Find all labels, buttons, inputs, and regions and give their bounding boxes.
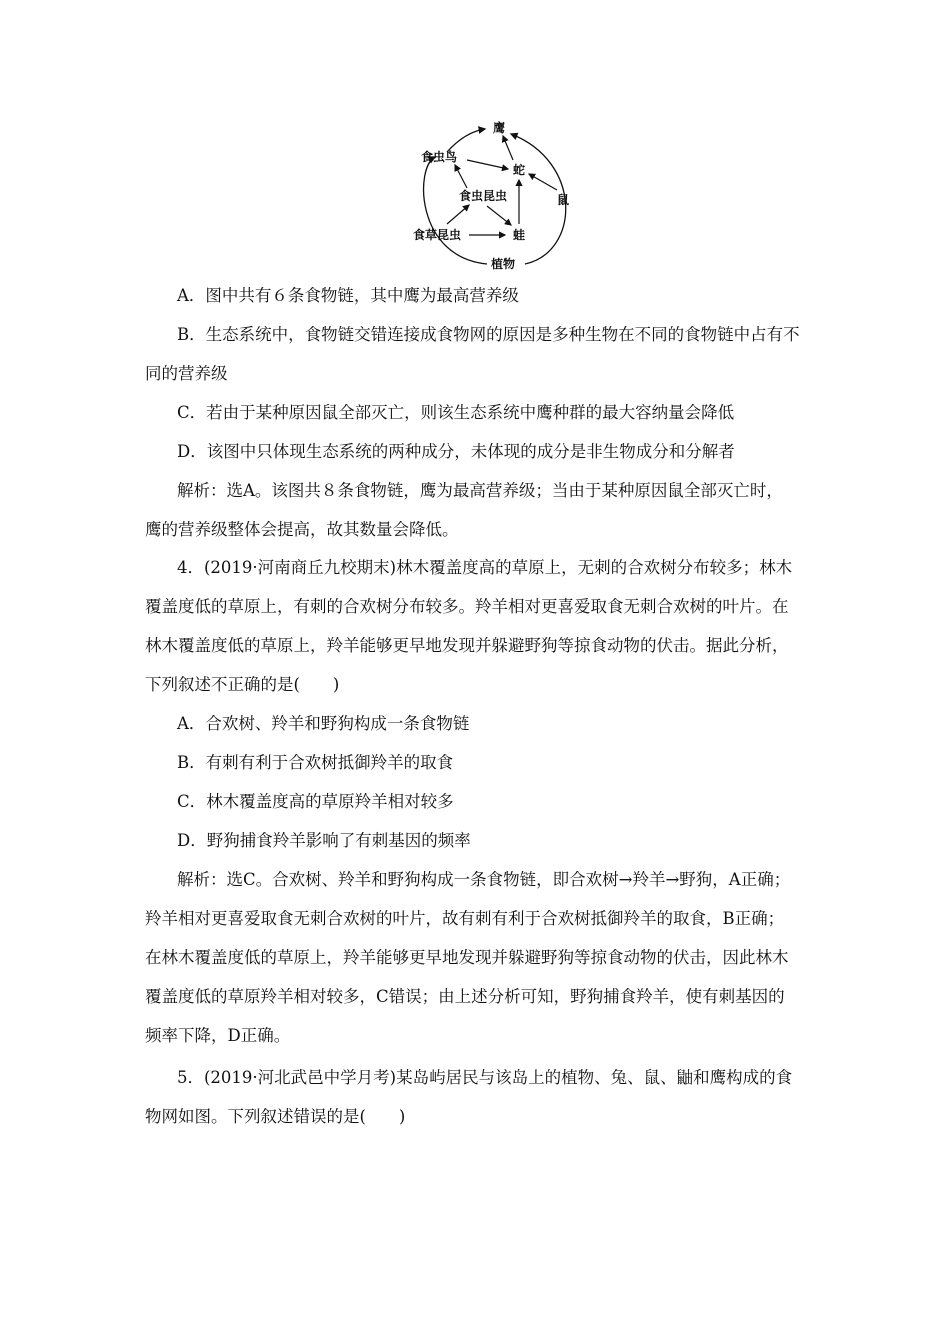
node-insectivorous-bird: 食虫鸟 <box>421 150 458 164</box>
q4-analysis-line1: 解析：选C。合欢树、羚羊和野狗构成一条食物链，即合欢树→羚羊→野狗，A正确； <box>177 870 791 889</box>
question-4 <box>145 548 810 1055</box>
arrow-insect-to-bird <box>455 165 467 188</box>
question-5 <box>145 1058 810 1136</box>
q3-option-c: C．若由于某种原因鼠全部灭亡，则该生态系统中鹰种群的最大容纳量会降低 <box>177 403 735 422</box>
q4-stem-line4: 下列叙述不正确的是( ) <box>145 675 340 694</box>
q5-stem-line2: 物网如图。下列叙述错误的是( ) <box>145 1107 406 1126</box>
q4-option-a: A．合欢树、羚羊和野狗构成一条食物链 <box>177 714 470 733</box>
cycle-arrow-top-icon <box>447 129 485 152</box>
q3-analysis-line2: 鹰的营养级整体会提高，故其数量会降低。 <box>145 520 459 539</box>
node-plant: 植物 <box>491 257 516 271</box>
q3-option-b-line1: B．生态系统中，食物链交错连接成食物网的原因是多种生物在不同的食物链中占有不 <box>177 325 800 344</box>
arrow-insect-to-frog <box>487 206 511 225</box>
q3-analysis-line1: 解析：选A。该图共８条食物链，鹰为最高营养级；当由于某种原因鼠全部灭亡时， <box>177 481 783 500</box>
q4-stem-line2: 覆盖度低的草原上，有刺的合欢树分布较多。羚羊相对更喜爱取食无刺合欢树的叶片。在 <box>145 597 789 616</box>
q3-option-d: D．该图中只体现生态系统的两种成分，未体现的成分是非生物成分和分解者 <box>177 442 735 461</box>
node-frog: 蛙 <box>513 228 526 242</box>
q4-analysis-line2: 羚羊相对更喜爱取食无刺合欢树的叶片，故有刺有利于合欢树抵御羚羊的取食，B正确； <box>145 909 785 928</box>
arrow-bird-to-snake <box>467 160 508 169</box>
arrow-mouse-to-snake <box>529 174 557 190</box>
q4-stem-line1: 4．(2019·河南商丘九校期末)林木覆盖度高的草原上，无刺的合欢树分布较多；林木 <box>177 558 793 577</box>
q3-option-a: A．图中共有６条食物链，其中鹰为最高营养级 <box>177 286 519 305</box>
node-herbivorous-insect: 食草昆虫 <box>413 228 462 242</box>
question-3-options <box>145 276 810 549</box>
q4-stem-line3: 林木覆盖度低的草原上，羚羊能够更早地发现并躲避野狗等掠食动物的伏击。据此分析， <box>145 636 789 655</box>
q5-stem-line1: 5．(2019·河北武邑中学月考)某岛屿居民与该岛上的植物、兔、鼠、鼬和鹰构成的食 <box>177 1068 793 1087</box>
food-web-diagram <box>405 112 585 274</box>
arrow-snake-to-eagle <box>503 136 513 160</box>
q4-option-c: C．林木覆盖度高的草原羚羊相对较多 <box>177 792 454 811</box>
q4-analysis-line3: 在林木覆盖度低的草原上，羚羊能够更早地发现并躲避野狗等掠食动物的伏击，因此林木 <box>145 948 789 967</box>
q4-analysis-line4: 覆盖度低的草原羚羊相对较多，C错误；由上述分析可知，野狗捕食羚羊，使有刺基因的 <box>145 987 785 1006</box>
node-snake: 蛇 <box>513 163 526 177</box>
node-mouse: 鼠 <box>557 193 570 207</box>
q4-option-d: D．野狗捕食羚羊影响了有刺基因的频率 <box>177 831 471 850</box>
node-insectivorous-insect: 食虫昆虫 <box>459 189 508 203</box>
node-eagle: 鹰 <box>493 121 506 135</box>
q4-option-b: B．有刺有利于合欢树抵御羚羊的取食 <box>177 753 454 772</box>
q3-option-b-line2: 同的营养级 <box>145 364 228 383</box>
cycle-arrow-left-icon <box>424 157 487 264</box>
q4-analysis-line5: 频率下降，D正确。 <box>145 1026 291 1045</box>
arrow-herbivore-to-insect <box>447 205 469 224</box>
